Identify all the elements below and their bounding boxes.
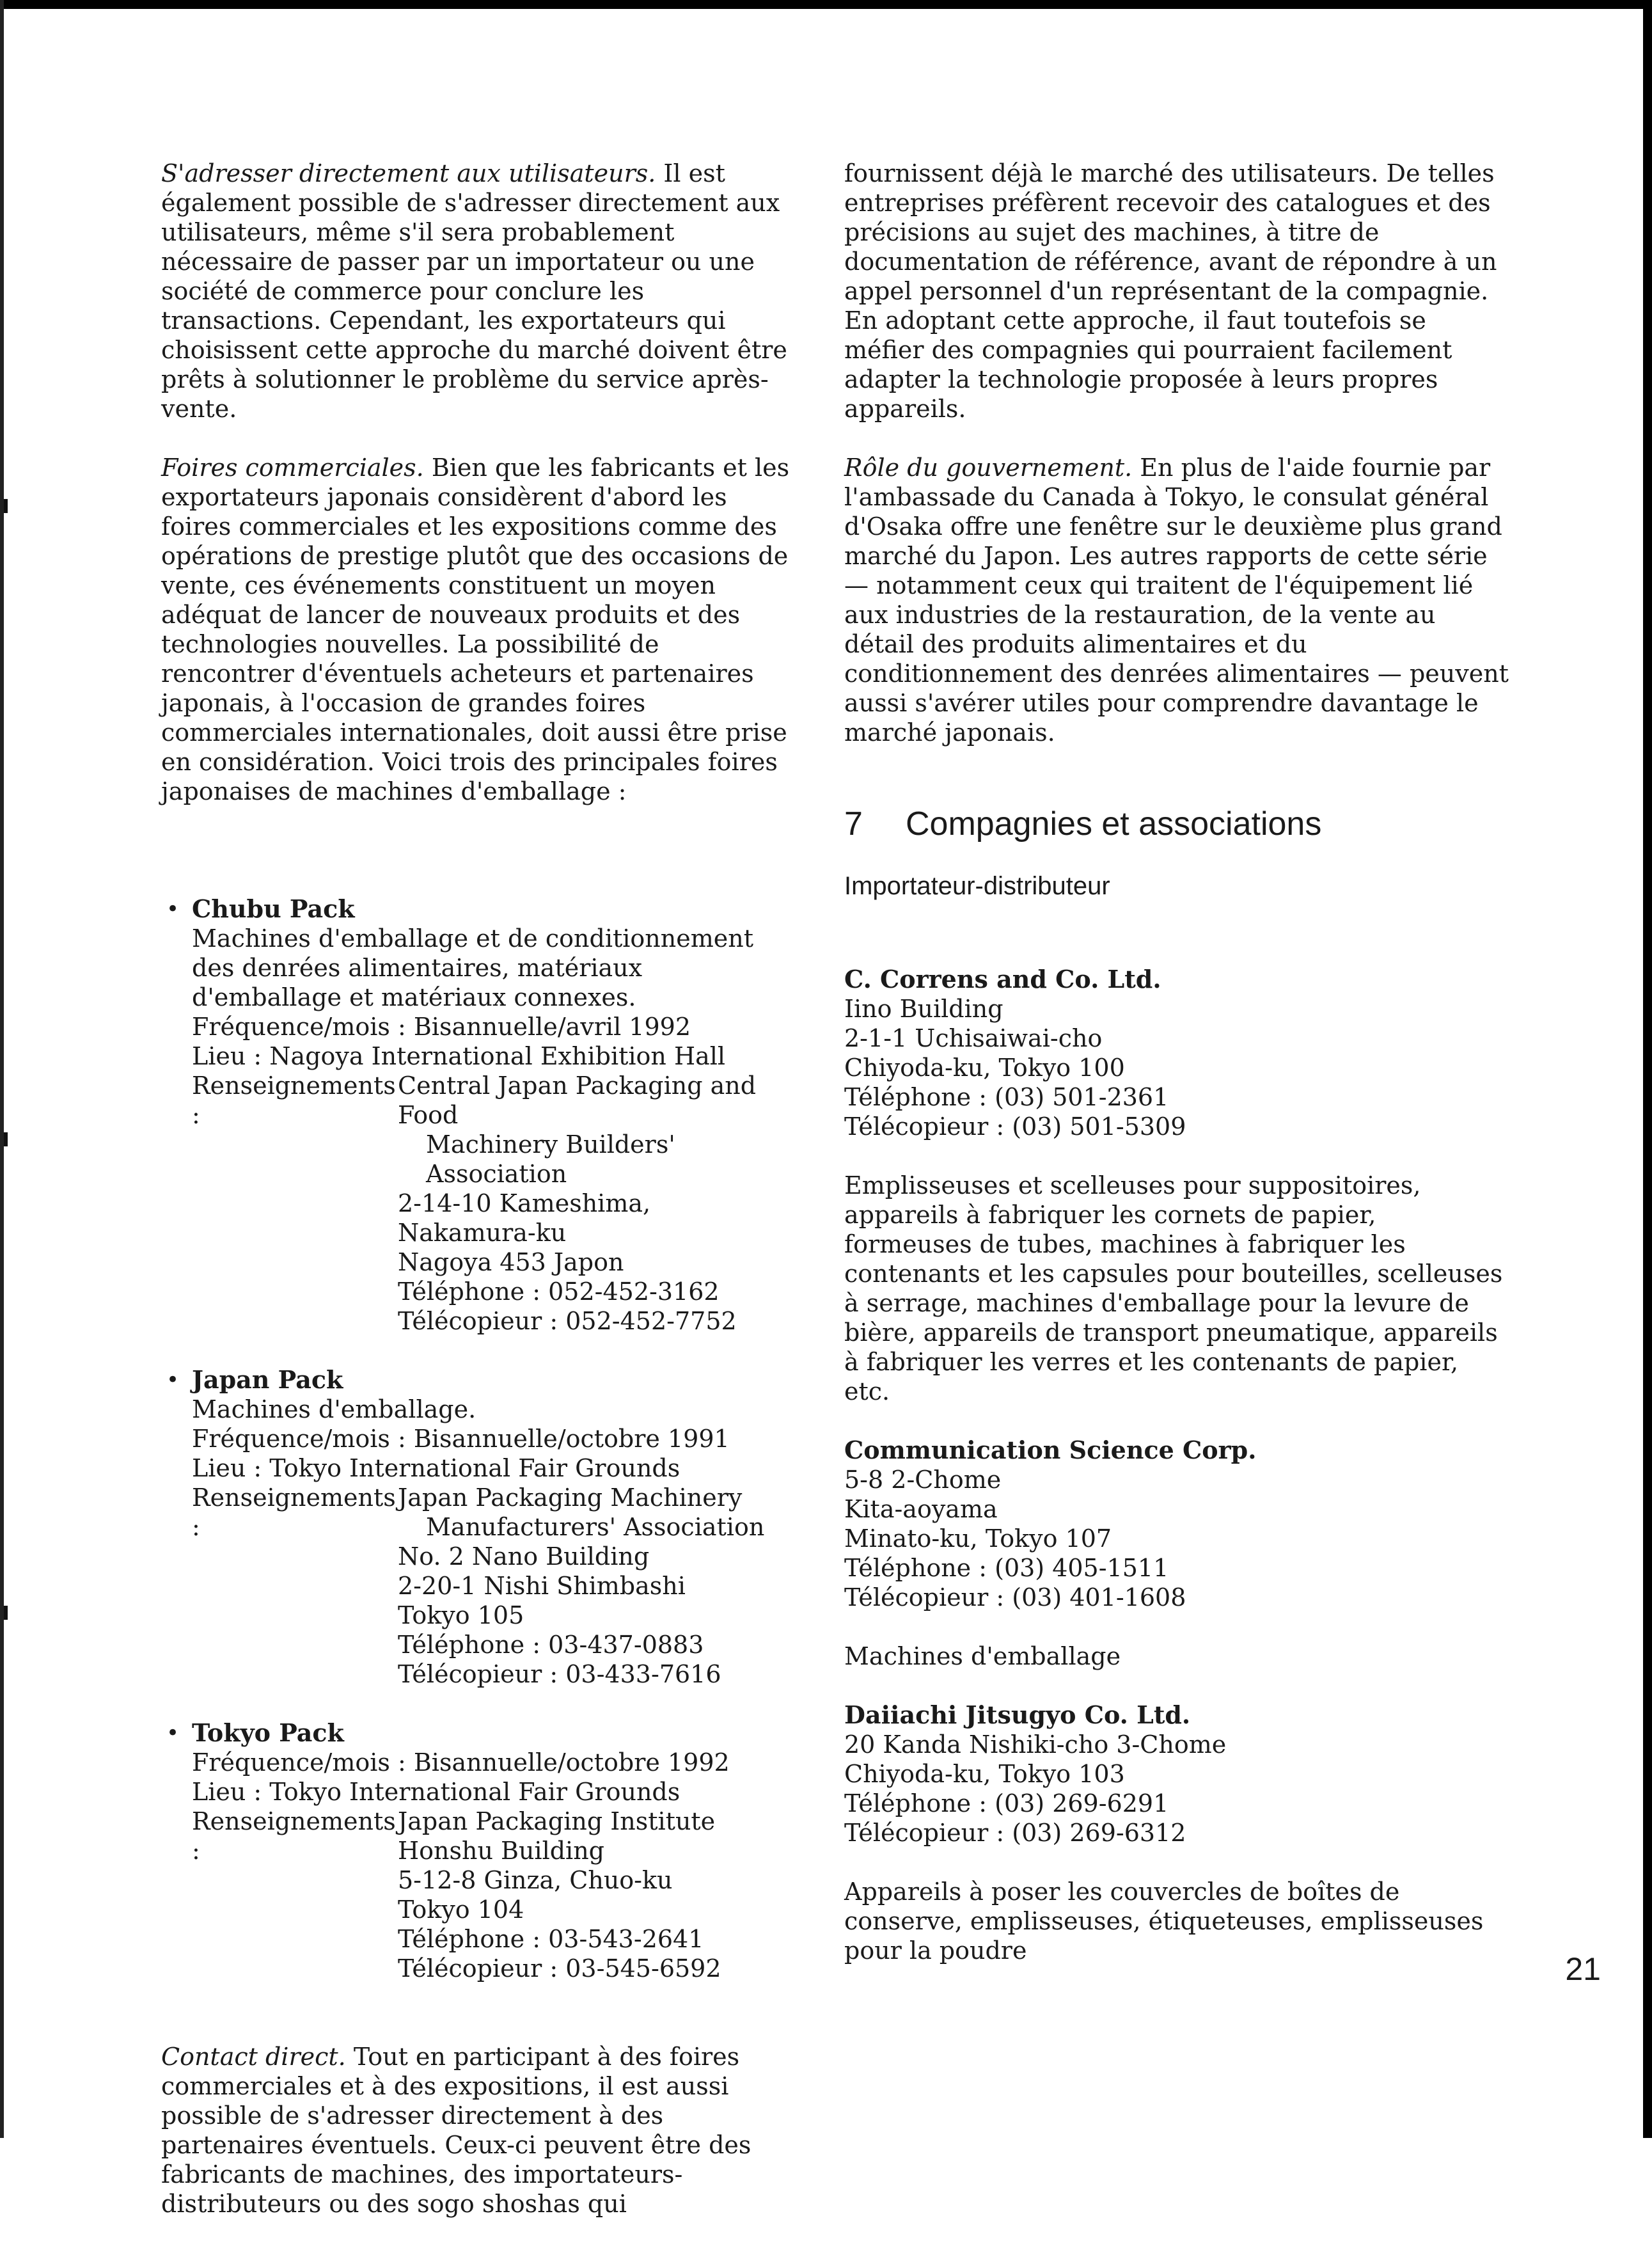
- contact-line: 2-14-10 Kameshima, Nakamura-ku: [398, 1189, 651, 1247]
- section-number: 7: [844, 805, 863, 843]
- contact-label: Renseignements :: [192, 1807, 396, 1865]
- section-title: Compagnies et associations: [906, 805, 1322, 843]
- left-column: [161, 159, 794, 2248]
- contact-line: 5-12-8 Ginza, Chuo-ku: [398, 1866, 673, 1894]
- contact-line: Tokyo 105: [398, 1601, 524, 1629]
- section-heading: [844, 803, 1509, 844]
- scan-border-right: [1643, 0, 1652, 2138]
- scan-margin-mark: [4, 1606, 8, 1620]
- paragraph-text: En plus de l'aide fournie par l'ambassade du Canada à Tokyo, le consulat général d'Osaka offre une fenêtre sur le deuxième plus grand marché du Japon. Les autres rapports de cette série — notamment ceux qui traitent de l'équipement lié aux industries de la restauration, de la vente au détail des produits alimentaires et du conditionnement des denrées alimentaires — peuvent aussi s'avérer utiles pour comprendre davantage le marché japonais.: [844, 454, 1509, 747]
- bullet-icon: •: [166, 896, 180, 922]
- company-address-line: 2-1-1 Uchisaiwai-cho: [844, 1024, 1103, 1052]
- fair-location: Lieu : Tokyo International Fair Grounds: [192, 1778, 680, 1806]
- fair-contact: [192, 1483, 794, 1689]
- contact-line: Télécopieur : 03-433-7616: [398, 1660, 721, 1688]
- fair-chubu-pack: [161, 894, 794, 1336]
- company-address-line: Kita-aoyama: [844, 1495, 998, 1523]
- fair-tokyo-pack: [161, 1718, 794, 1983]
- contact-lines: [398, 1483, 794, 1689]
- paragraph-lead: Foires commerciales.: [161, 454, 424, 482]
- contact-line: Télécopieur : 052-452-7752: [398, 1307, 737, 1335]
- contact-lines: [398, 1807, 794, 1983]
- contact-line: Tokyo 104: [398, 1896, 524, 1924]
- company-phone: Téléphone : (03) 269-6291: [844, 1789, 1169, 1817]
- fair-location: Lieu : Nagoya International Exhibition Hall: [192, 1042, 726, 1070]
- company-address-line: 5-8 2-Chome: [844, 1466, 1002, 1494]
- fair-contact: [192, 1071, 794, 1336]
- company-name: C. Correns and Co. Ltd.: [844, 965, 1161, 993]
- company-entry: [844, 1700, 1509, 1848]
- fair-detail: Machines d'emballage.: [192, 1395, 476, 1423]
- paragraph-government-role: [844, 453, 1509, 747]
- company-description: Appareils à poser les couvercles de boîtes de conserve, emplisseuses, étiqueteuses, emplisseuses pour la poudre: [844, 1878, 1484, 1965]
- contact-line: Central Japan Packaging and Food: [398, 1072, 757, 1129]
- right-column: [844, 159, 1509, 1995]
- paragraph-text: Bien que les fabricants et les exportateurs japonais considèrent d'abord les foires commerciales et les expositions comme des opérations de prestige plutôt que des occasions de vente, ces événements constituent un moyen adéquat de lancer de nouveaux produits et des technologies nouvelles. La possibilité de rencontrer d'éventuels acheteurs et partenaires japonais, à l'occasion de grandes foires commerciales internationales, doit aussi être prise en considération. Voici trois des principales foires japonaises de machines d'emballage :: [161, 454, 790, 805]
- contact-line: Honshu Building: [398, 1837, 604, 1865]
- company-address-line: 20 Kanda Nishiki-cho 3-Chome: [844, 1730, 1227, 1759]
- contact-line: No. 2 Nano Building: [398, 1542, 650, 1571]
- contact-line: Machinery Builders' Association: [426, 1130, 675, 1188]
- paragraph-trade-fairs: [161, 453, 794, 806]
- bullet-icon: •: [166, 1367, 180, 1393]
- paragraph-direct-contact: [161, 2042, 794, 2219]
- company-description: Emplisseuses et scelleuses pour suppositoires, appareils à fabriquer les cornets de papier, formeuses de tubes, machines à fabriquer les contenants et les capsules pour bouteilles, scelleuses à serrage, machines d'emballage pour la levure de bière, appareils de transport pneumatique, appareils à fabriquer les verres et les contenants de papier, etc.: [844, 1171, 1503, 1405]
- contact-line: Japan Packaging Institute: [398, 1807, 716, 1835]
- fair-name: Chubu Pack: [192, 894, 355, 923]
- fair-frequency: Fréquence/mois : Bisannuelle/octobre 1992: [192, 1748, 730, 1777]
- company-fax: Télécopieur : (03) 401-1608: [844, 1583, 1186, 1611]
- bullet-icon: •: [166, 1720, 180, 1746]
- company-address-line: Iino Building: [844, 995, 1003, 1023]
- company-name: Communication Science Corp.: [844, 1436, 1257, 1464]
- paragraph-lead: Contact direct.: [161, 2043, 346, 2071]
- paragraph-lead: Rôle du gouvernement.: [844, 454, 1133, 482]
- company-entry: [844, 1436, 1509, 1612]
- contact-line: Télécopieur : 03-545-6592: [398, 1954, 721, 1983]
- company-entry: [844, 965, 1509, 1141]
- contact-lines: [398, 1071, 794, 1336]
- paragraph-text: Tout en participant à des foires commerciales et à des expositions, il est aussi possible de s'adresser directement à des partenaires éventuels. Ceux-ci peuvent être des fabricants de machines, des importateurs-distributeurs ou des sogo shoshas qui: [161, 2043, 751, 2218]
- contact-label: Renseignements :: [192, 1484, 396, 1541]
- paragraph-text: Il est également possible de s'adresser directement aux utilisateurs, même s'il sera probablement nécessaire de passer par un importateur ou une société de commerce pour conclure les transactions. Cependant, les exportateurs qui choisissent cette approche du marché doivent être prêts à solutionner le problème du service après-vente.: [161, 159, 787, 423]
- fair-contact: [192, 1807, 794, 1983]
- scan-border-left: [0, 0, 4, 2138]
- company-phone: Téléphone : (03) 501-2361: [844, 1083, 1169, 1111]
- company-address-line: Chiyoda-ku, Tokyo 103: [844, 1760, 1125, 1788]
- scan-margin-mark: [4, 499, 8, 513]
- contact-line: Manufacturers' Association: [426, 1513, 765, 1541]
- paragraph-lead: S'adresser directement aux utilisateurs.: [161, 159, 656, 187]
- fair-frequency: Fréquence/mois : Bisannuelle/octobre 1991: [192, 1425, 730, 1453]
- company-name: Daiiachi Jitsugyo Co. Ltd.: [844, 1700, 1191, 1729]
- fair-detail: Machines d'emballage et de conditionnement des denrées alimentaires, matériaux d'emballage et matériaux connexes.: [192, 924, 753, 1011]
- fair-name: Tokyo Pack: [192, 1718, 344, 1747]
- scan-border-top: [0, 0, 1652, 9]
- contact-line: 2-20-1 Nishi Shimbashi: [398, 1572, 686, 1600]
- fair-name: Japan Pack: [192, 1365, 343, 1394]
- company-fax: Télécopieur : (03) 269-6312: [844, 1819, 1186, 1847]
- fair-location: Lieu : Tokyo International Fair Grounds: [192, 1454, 680, 1482]
- contact-label: Renseignements :: [192, 1072, 396, 1129]
- page-number: 21: [1565, 1951, 1601, 1987]
- company-description: Machines d'emballage: [844, 1642, 1121, 1670]
- fair-japan-pack: [161, 1365, 794, 1689]
- scan-margin-mark: [4, 1132, 8, 1146]
- subsection-heading: Importateur-distributeur: [844, 872, 1110, 900]
- company-address-line: Chiyoda-ku, Tokyo 100: [844, 1054, 1125, 1082]
- contact-line: Téléphone : 03-543-2641: [398, 1925, 704, 1953]
- company-fax: Télécopieur : (03) 501-5309: [844, 1112, 1186, 1141]
- fair-frequency: Fréquence/mois : Bisannuelle/avril 1992: [192, 1013, 691, 1041]
- paragraph-direct-users: [161, 159, 794, 423]
- contact-line: Nagoya 453 Japon: [398, 1248, 624, 1276]
- contact-line: Japan Packaging Machinery: [398, 1484, 743, 1512]
- contact-line: Téléphone : 03-437-0883: [398, 1631, 704, 1659]
- company-address-line: Minato-ku, Tokyo 107: [844, 1524, 1112, 1553]
- company-phone: Téléphone : (03) 405-1511: [844, 1554, 1169, 1582]
- contact-line: Téléphone : 052-452-3162: [398, 1278, 720, 1306]
- paragraph-continuation: fournissent déjà le marché des utilisateurs. De telles entreprises préfèrent recevoir des catalogues et des précisions au sujet des machines, à titre de documentation de référence, avant de répondre à un appel personnel d'un représentant de la compagnie. En adoptant cette approche, il faut toutefois se méfier des compagnies qui pourraient facilement adapter la technologie proposée à leurs propres appareils.: [844, 159, 1497, 423]
